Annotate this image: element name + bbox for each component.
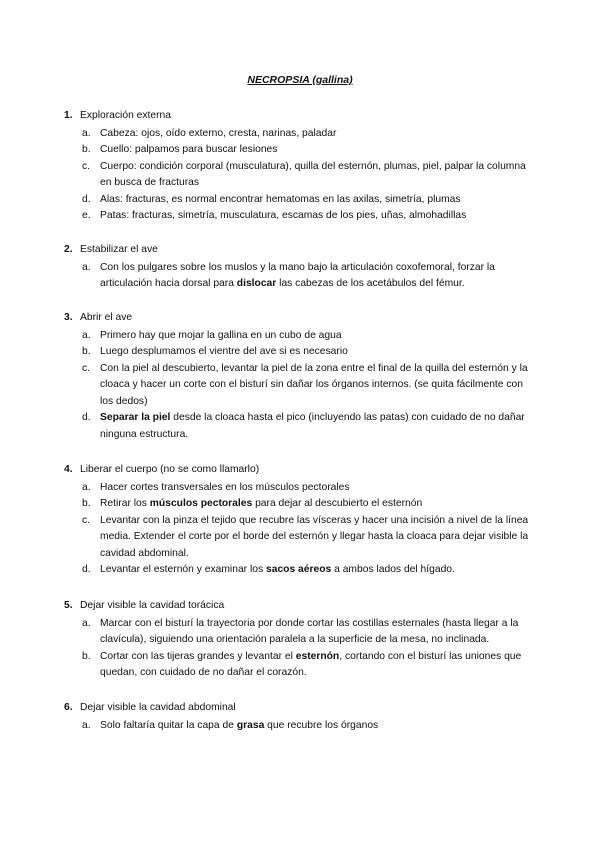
item-letter: d. [82,412,91,423]
item-text: las cabezas de los acetábulos del fémur. [276,278,465,289]
section-heading [64,242,534,259]
item-text: , cortando con el bisturí las uniones que quedan, con cuidado de no dañar el corazón. [100,650,522,678]
item-letter: b. [82,498,91,509]
section-heading [64,598,534,615]
item-letter: a. [82,329,91,341]
section-number: 2. [64,244,73,255]
list-item [64,649,534,682]
item-text-bold: sacos aéreos [265,564,332,575]
list-item [64,562,534,579]
section-heading [64,462,534,479]
item-letter: c. [82,160,91,172]
section-6 [64,700,534,734]
list-item [64,260,534,293]
item-text-bold: grasa [236,719,265,731]
item-text: Cabeza: ojos, oído externo, cresta, narinas, paladar [100,127,337,139]
item-text: a ambos lados del hígado. [331,564,455,575]
section-4 [64,462,534,579]
section-heading-text: Dejar visible la cavidad abdominal [80,702,236,713]
item-text: Con la piel al descubierto, levantar la piel de la zona entre el final de la quilla del esternón y la cloaca y hacer un corte con el bisturí sin dañar los órganos internos. (se quita fácilmente con los dedos) [100,362,528,407]
section-items [64,616,534,682]
section-5 [64,598,534,682]
item-letter: d. [82,564,91,575]
list-item [64,126,534,143]
section-heading-text: Dejar visible la cavidad torácica [80,600,225,611]
item-text-bold: dislocar [236,278,277,289]
section-2 [64,242,534,293]
section-heading [64,700,534,717]
item-text: para dejar al descubierto el esternón [252,498,423,509]
item-letter: a. [82,617,91,629]
section-items [64,260,534,293]
section-items [64,126,534,225]
item-letter: b. [82,144,91,155]
item-text: Retirar los [100,498,150,509]
list-item [64,328,534,345]
item-letter: c. [82,362,91,374]
list-item [64,159,534,192]
item-text-bold: Separar la piel [100,412,171,423]
list-item [64,480,534,497]
section-number: 3. [64,312,73,323]
section-heading-text: Abrir el ave [80,312,133,323]
section-number: 1. [64,110,73,121]
item-text: Con los pulgares sobre los muslos y la mano bajo la articulación coxofemoral, forzar la articulación hacia dorsal para [100,261,495,289]
list-item [64,361,534,411]
section-heading-text: Liberar el cuerpo (no se como llamarlo) [80,464,260,475]
item-text: Alas: fracturas, es normal encontrar hematomas en las axilas, simetría, plumas [100,193,461,205]
item-text: Levantar el esternón y examinar los [100,564,266,575]
list-item [64,513,534,563]
item-text: Cuello: palpamos para buscar lesiones [100,144,278,155]
item-text-bold: músculos pectorales [149,498,253,509]
section-heading-text: Estabilizar el ave [80,244,158,255]
document-title: NECROPSIA (gallina) [247,74,353,86]
section-items [64,718,534,735]
list-item [64,192,534,209]
section-number: 6. [64,702,73,713]
section-3 [64,310,534,443]
item-text: desde la cloaca hasta el pico (incluyendo las patas) con cuidado de no dañar ninguna estructura. [100,412,525,440]
section-heading-text: Exploración externa [80,110,172,121]
item-text: Solo faltaría quitar la capa de [100,719,237,731]
list-item [64,496,534,513]
item-letter: a. [82,719,91,731]
item-text: Cuerpo: condición corporal (musculatura), quilla del esternón, plumas, piel, palpar la columna en busca de fracturas [100,160,526,188]
list-item [64,344,534,361]
item-text: que recubre los órganos [264,719,379,731]
item-letter: b. [82,650,91,662]
item-text: Luego desplumamos el vientre del ave si es necesario [100,346,348,357]
list-item [64,718,534,735]
section-items [64,480,534,579]
item-text: Primero hay que mojar la gallina en un cubo de agua [100,329,342,341]
item-letter: a. [82,481,91,493]
section-number: 4. [64,464,73,475]
list-item [64,616,534,649]
section-heading [64,108,534,125]
list-item [64,142,534,159]
item-letter: a. [82,261,91,273]
item-letter: d. [82,193,91,205]
item-text: Cortar con las tijeras grandes y levantar el [100,650,296,662]
item-text: Hacer cortes transversales en los músculos pectorales [100,481,350,493]
item-text: Marcar con el bisturí la trayectoria por donde cortar las costillas esternales (hasta llegar a la clavícula), siguiendo una orientación paralela a la superficie de la mesa, no inclinada. [100,617,519,645]
item-letter: e. [82,210,91,221]
item-letter: b. [82,346,91,357]
list-item [64,410,534,443]
section-items [64,328,534,444]
section-1 [64,108,534,225]
section-heading [64,310,534,327]
item-text-bold: esternón [295,650,340,662]
item-letter: c. [82,514,91,526]
section-number: 5. [64,600,73,611]
list-item [64,208,534,225]
item-letter: a. [82,127,91,139]
item-text: Patas: fracturas, simetría, musculatura, escamas de los pies, uñas, almohadillas [100,210,467,221]
item-text: Levantar con la pinza el tejido que recubre las vísceras y hacer una incisión a nivel de la línea media. Extender el corte por el borde del esternón y llegar hasta la cloaca para dejar visible la cavidad abdominal. [100,514,529,559]
